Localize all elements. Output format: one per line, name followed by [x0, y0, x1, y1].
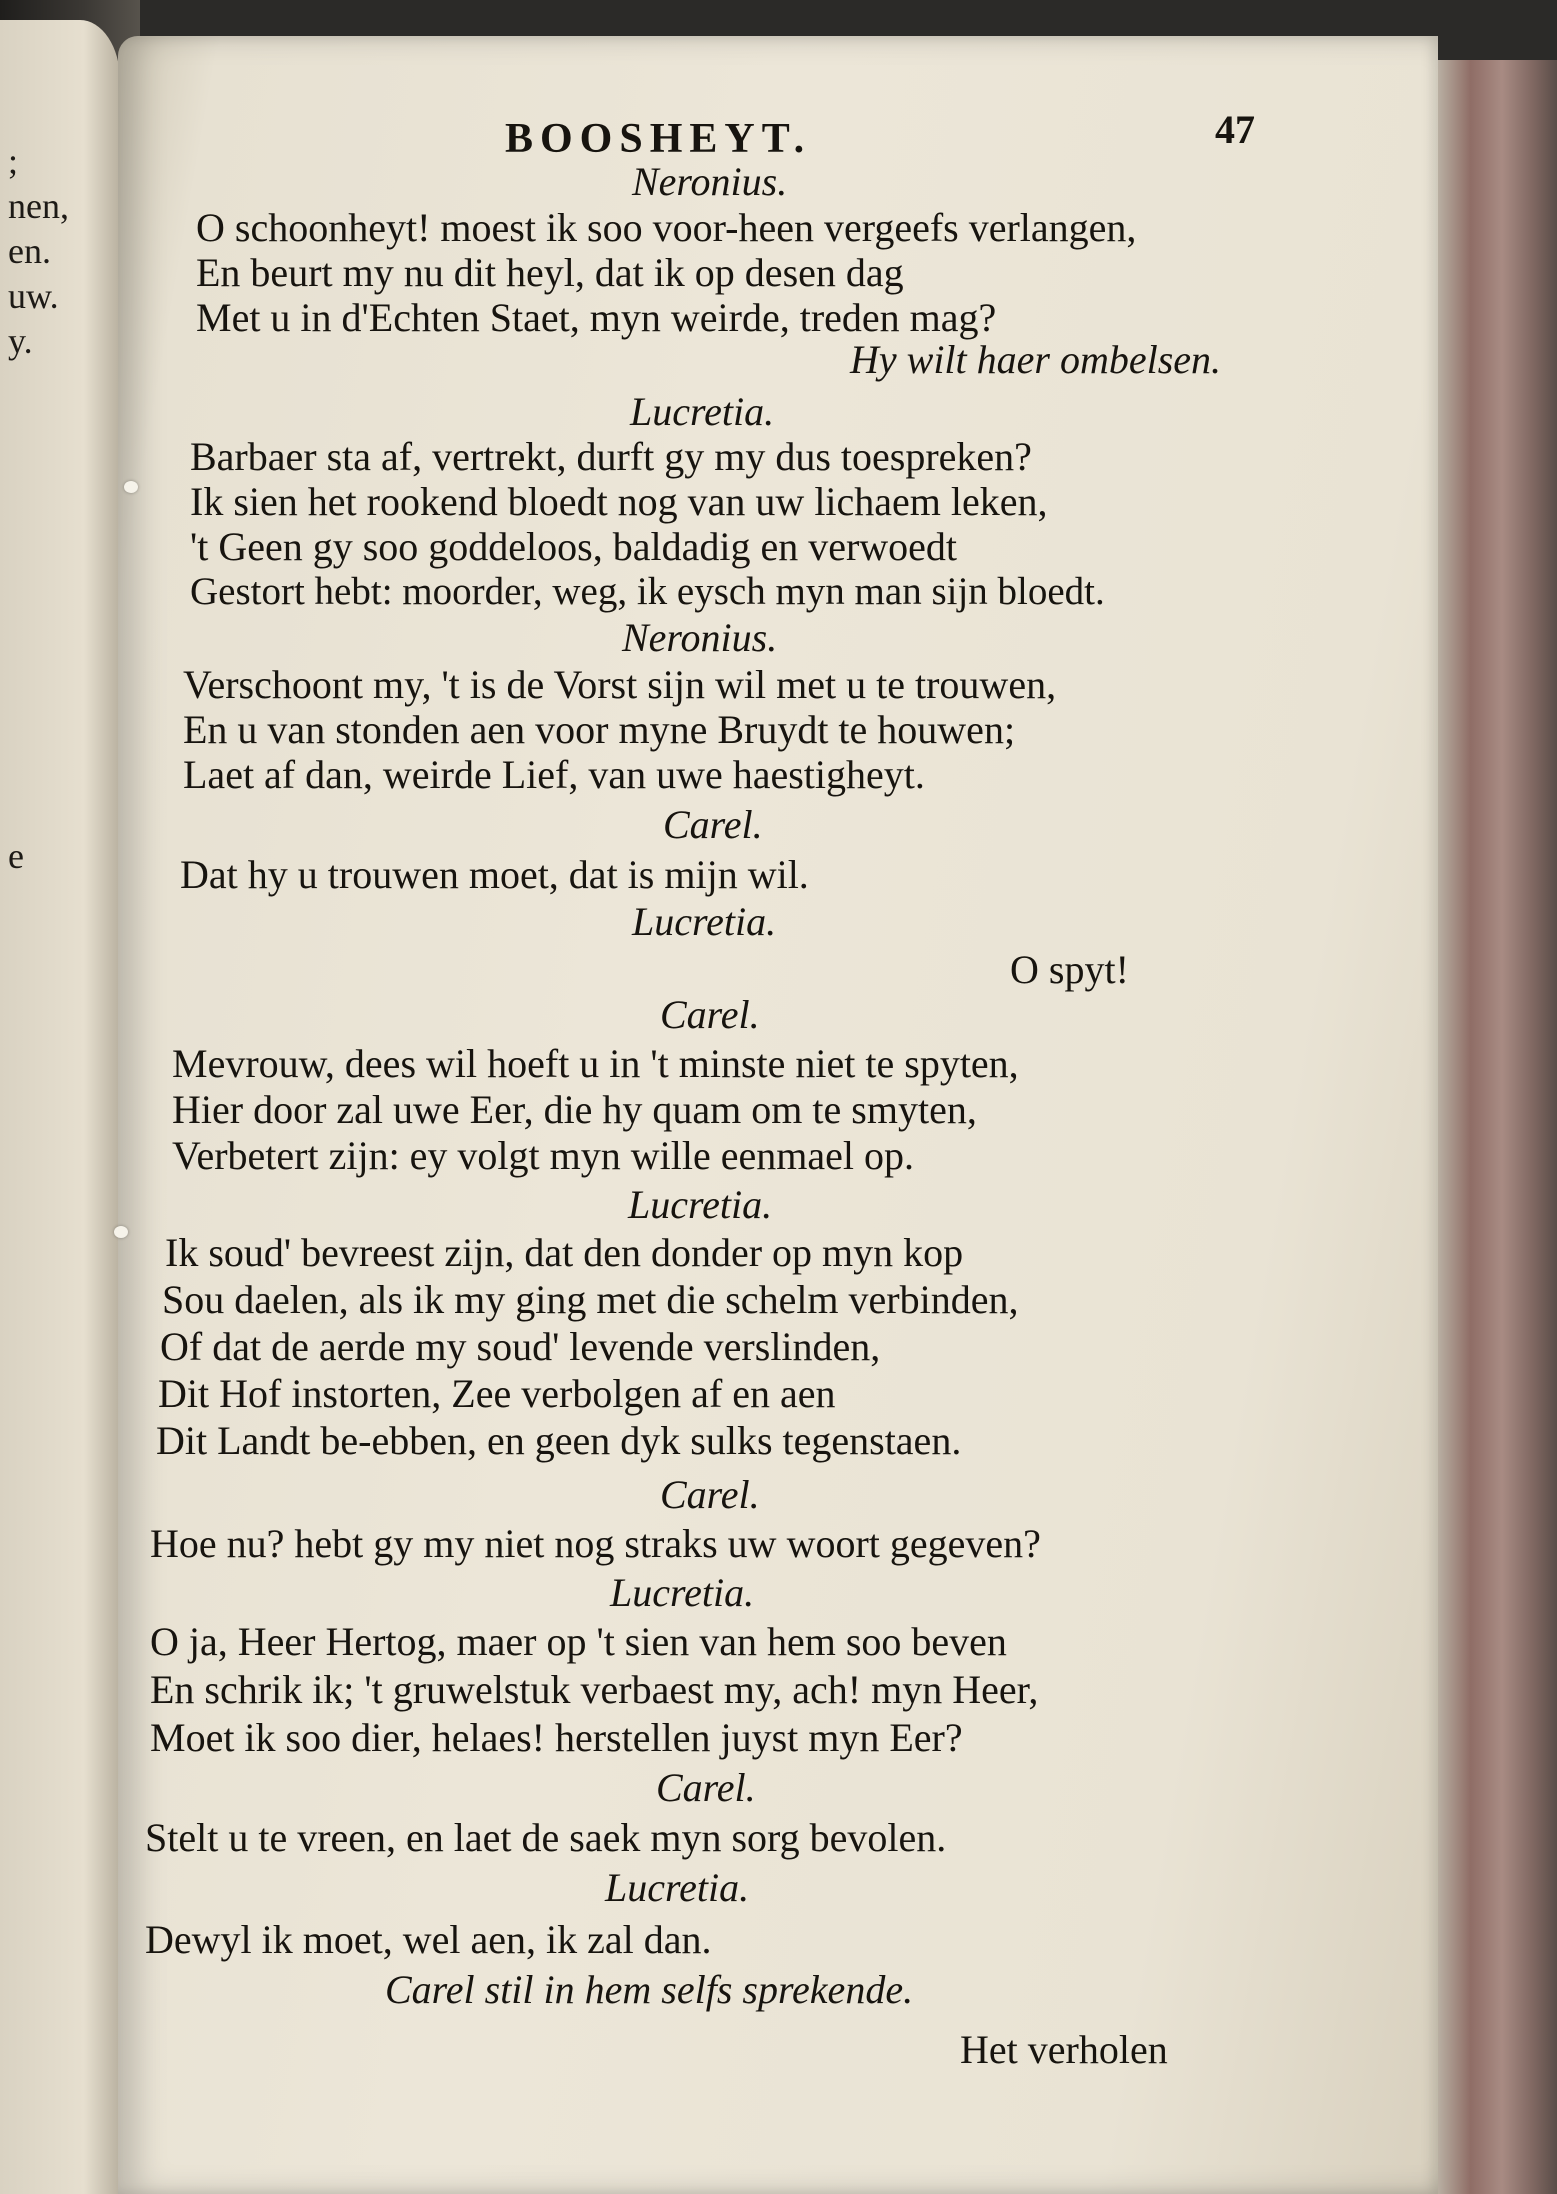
stage-direction: Carel stil in hem selfs sprekende. — [385, 1967, 914, 2012]
stage-direction: Hy wilt haer ombelsen. — [850, 337, 1222, 382]
verse-line: Hier door zal uwe Eer, die hy quam om te smyten, — [172, 1087, 977, 1132]
verse-line: En schrik ik; 't gruwelstuk verbaest my, ach! myn Heer, — [150, 1667, 1039, 1712]
facing-page-fragment: en. — [8, 231, 51, 271]
speaker-name: Lucretia. — [632, 899, 777, 944]
verse-line: Mevrouw, dees wil hoeft u in 't minste niet te spyten, — [172, 1041, 1019, 1086]
verse-line: Stelt u te vreen, en laet de saek myn sorg bevolen. — [145, 1815, 947, 1860]
verse-line: Verbetert zijn: ey volgt myn wille eenmael op. — [172, 1133, 914, 1178]
speaker-name: Lucretia. — [628, 1182, 773, 1227]
verse-line: Verschoont my, 't is de Vorst sijn wil met u te trouwen, — [183, 662, 1057, 707]
verse-line: En u van stonden aen voor myne Bruydt te houwen; — [183, 707, 1016, 752]
speaker-name: Lucretia. — [605, 1865, 750, 1910]
speaker-name: Carel. — [660, 1472, 760, 1517]
pin-hole — [124, 481, 138, 493]
verse-line: Dit Hof instorten, Zee verbolgen af en aen — [158, 1371, 836, 1416]
facing-page-fragment: e — [8, 836, 24, 876]
verse-line: 't Geen gy soo goddeloos, baldadig en verwoedt — [190, 524, 958, 569]
speaker-name: Carel. — [660, 992, 760, 1037]
verse-line: Barbaer sta af, vertrekt, durft gy my dus toespreken? — [190, 434, 1032, 479]
speaker-name: Lucretia. — [630, 389, 775, 434]
verse-line: O spyt! — [1010, 947, 1129, 992]
pin-hole — [114, 1226, 128, 1238]
facing-page-fragment: uw. — [8, 276, 59, 316]
facing-page-fragment: nen, — [8, 186, 69, 226]
facing-page-fragment: ; — [8, 141, 19, 181]
verse-line: Ik sien het rookend bloedt nog van uw lichaem leken, — [190, 479, 1048, 524]
verse-line: Dewyl ik moet, wel aen, ik zal dan. — [145, 1917, 712, 1962]
verse-line: Hoe nu? hebt gy my niet nog straks uw woort gegeven? — [150, 1521, 1041, 1566]
verse-line: Gestort hebt: moorder, weg, ik eysch myn man sijn bloedt. — [190, 570, 1105, 613]
verse-line: Laet af dan, weirde Lief, van uwe haestigheyt. — [183, 752, 925, 797]
verse-line: O schoonheyt! moest ik soo voor-heen vergeefs verlangen, — [196, 205, 1137, 250]
speaker-name: Neronius. — [622, 615, 778, 660]
speaker-name: Neronius. — [632, 159, 788, 204]
verse-line: En beurt my nu dit heyl, dat ik op desen dag — [196, 250, 904, 295]
verse-line: Dat hy u trouwen moet, dat is mijn wil. — [180, 852, 809, 897]
verse-line: Sou daelen, als ik my ging met die schelm verbinden, — [162, 1277, 1019, 1322]
verse-line: O ja, Heer Hertog, maer op 't sien van hem soo beven — [150, 1619, 1007, 1664]
speaker-name: Lucretia. — [610, 1570, 755, 1615]
page-number: 47 — [1215, 107, 1255, 152]
verse-line: Moet ik soo dier, helaes! herstellen juyst myn Eer? — [150, 1715, 963, 1760]
verse-line: Of dat de aerde my soud' levende verslinden, — [160, 1324, 881, 1369]
running-head: BOOSHEYT. — [505, 116, 812, 162]
verse-line: Ik soud' bevreest zijn, dat den donder op myn kop — [165, 1230, 964, 1275]
facing-page-fragment: y. — [8, 321, 33, 361]
verse-line: Met u in d'Echten Staet, myn weirde, treden mag? — [196, 295, 997, 340]
verse-line: Dit Landt be-ebben, en geen dyk sulks tegenstaen. — [156, 1418, 962, 1463]
speaker-name: Carel. — [656, 1765, 756, 1810]
catchword: Het verholen — [960, 2027, 1168, 2072]
facing-page — [0, 20, 120, 2194]
speaker-name: Carel. — [663, 802, 763, 847]
